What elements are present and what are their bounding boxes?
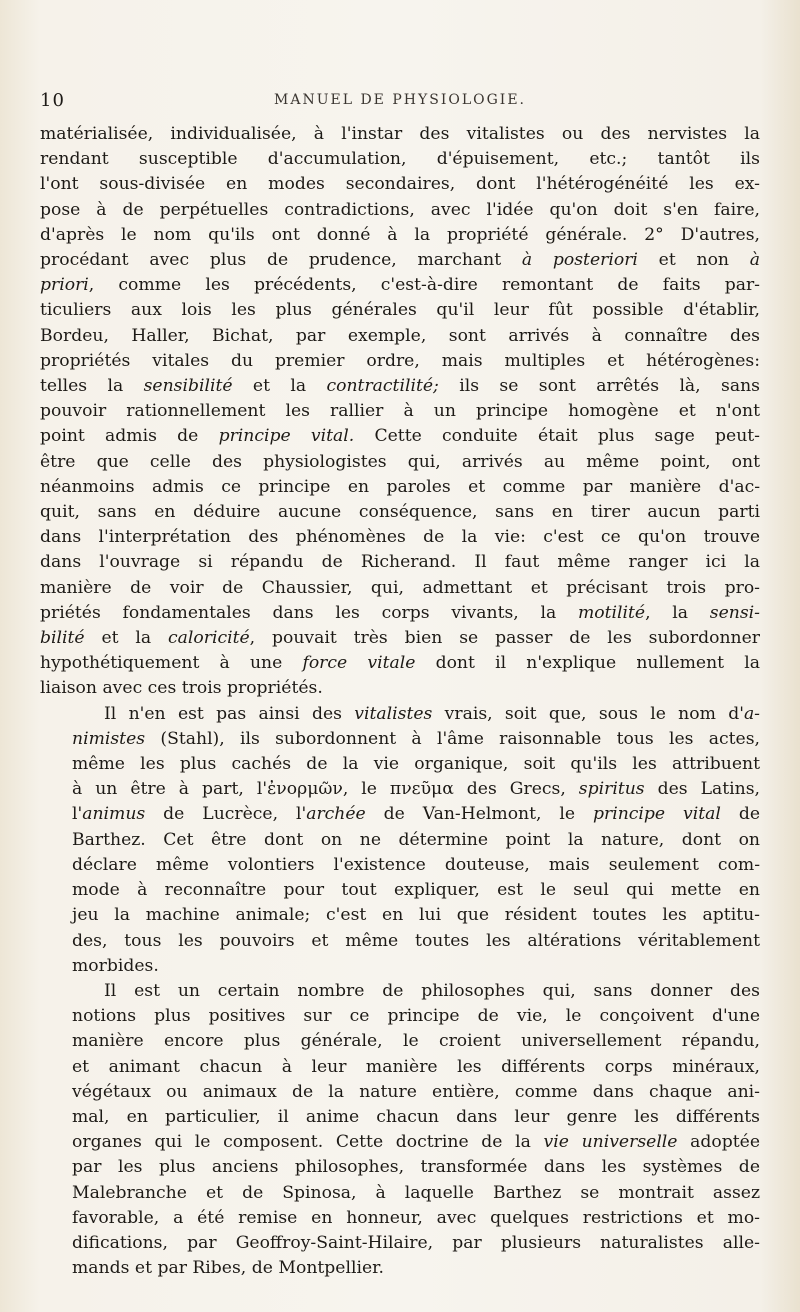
text-segment: par les plus anciens philosophes, transformée dans les systèmes de	[72, 1157, 760, 1178]
text-line	[40, 374, 760, 399]
text-line	[40, 828, 760, 853]
text-segment: à un être à part, l'ἐνορμῶν, le πνεῦμα des Grecs,	[72, 779, 579, 800]
page-header	[40, 90, 760, 114]
text-segment: vrais, soit que, sous le nom d'	[432, 703, 744, 724]
text-line	[40, 853, 760, 878]
text-segment: d'après le nom qu'ils ont donné à la propriété générale. 2° D'autres,	[40, 224, 760, 245]
text-segment: et non	[637, 250, 750, 271]
text-line	[40, 1231, 760, 1256]
text-segment: être que celle des physiologistes qui, arrivés au même point, ont	[40, 451, 760, 472]
text-segment: ils se sont arrêtés là, sans	[438, 376, 760, 397]
text-line	[40, 802, 760, 827]
text-line	[40, 903, 760, 928]
text-segment: pose à de perpétuelles contradictions, avec l'idée qu'on doit s'en faire,	[40, 199, 760, 220]
text-line	[40, 954, 760, 979]
text-segment: favorable, a été remise en honneur, avec quelques restrictions et mo-	[72, 1207, 760, 1228]
text-line	[40, 198, 760, 223]
text-segment: difications, par Geoffroy-Saint-Hilaire, par plusieurs naturalistes alle-	[72, 1232, 760, 1253]
text-segment: Il est un certain nombre de philosophes qui, sans donner des	[104, 980, 760, 1001]
text-segment: adoptée	[677, 1132, 760, 1153]
text-line	[40, 1181, 760, 1206]
italic-text: spiritus	[578, 779, 645, 800]
text-segment: Cette conduite était plus sage peut-	[354, 426, 760, 447]
text-line	[40, 576, 760, 601]
text-line	[40, 525, 760, 550]
text-line	[40, 752, 760, 777]
text-line	[40, 399, 760, 424]
text-segment: mal, en particulier, il anime chacun dans leur genre les différents	[72, 1106, 760, 1127]
text-line	[40, 601, 760, 626]
italic-text: priori	[40, 275, 89, 296]
text-line	[40, 324, 760, 349]
text-segment: manière de voir de Chaussier, qui, admettant et précisant trois pro-	[40, 577, 760, 598]
text-segment: morbides.	[72, 955, 159, 976]
text-segment: dans l'interprétation des phénomènes de la vie: c'est ce qu'on trouve	[40, 527, 760, 548]
text-segment: déclare même volontiers l'existence douteuse, mais seulement com-	[72, 854, 760, 875]
italic-text: archée	[306, 804, 366, 825]
italic-text: à	[749, 250, 760, 271]
page-number: 10	[40, 90, 65, 111]
text-line	[40, 676, 760, 701]
italic-text: force vitale	[302, 653, 416, 674]
italic-text: principe vital.	[218, 426, 355, 447]
text-segment: mands et par Ribes, de Montpellier.	[72, 1258, 384, 1279]
text-line	[40, 1055, 760, 1080]
text-segment: des, tous les pouvoirs et même toutes les altérations véritablement	[72, 930, 760, 951]
text-line	[40, 702, 760, 727]
text-segment: Barthez. Cet être dont on ne détermine point la nature, dont on	[72, 829, 760, 850]
text-segment: point admis de	[40, 426, 219, 447]
text-line	[40, 223, 760, 248]
text-segment: et animant chacun à leur manière les différents corps minéraux,	[72, 1056, 760, 1077]
text-line	[40, 1004, 760, 1029]
text-line	[40, 1155, 760, 1180]
text-line	[40, 1080, 760, 1105]
italic-text: contractilité;	[326, 376, 439, 397]
italic-text: vitalistes	[354, 703, 433, 724]
text-segment: telles la	[40, 376, 144, 397]
text-line	[40, 727, 760, 752]
text-line	[40, 1206, 760, 1231]
italic-text: vie universelle	[543, 1132, 678, 1153]
text-segment: végétaux ou animaux de la nature entière, comme dans chaque ani-	[72, 1081, 760, 1102]
text-segment: et la	[232, 376, 327, 397]
paragraph	[40, 702, 760, 979]
text-segment: manière encore plus générale, le croient universellement répandu,	[72, 1031, 760, 1052]
text-line	[40, 1029, 760, 1054]
text-segment: de Lucrèce, l'	[145, 804, 307, 825]
text-segment: procédant avec plus de prudence, marchant	[40, 250, 522, 271]
text-line	[40, 298, 760, 323]
text-line	[40, 878, 760, 903]
text-line	[40, 273, 760, 298]
text-segment: des Latins,	[644, 779, 760, 800]
text-segment: hypothétiquement à une	[40, 653, 303, 674]
text-segment: priétés fondamentales dans les corps vivants, la	[40, 602, 578, 623]
text-segment: propriétés vitales du premier ordre, mais multiples et hétérogènes:	[40, 350, 760, 371]
text-segment: organes qui le composent. Cette doctrine de la	[72, 1132, 544, 1153]
text-segment: l'ont sous-divisée en modes secondaires, dont l'hétérogénéité les ex-	[40, 174, 760, 195]
italic-text: à posteriori	[521, 250, 638, 271]
body-text	[40, 122, 760, 1281]
text-segment: Il n'en est pas ainsi des	[104, 703, 355, 724]
italic-text: caloricité	[168, 628, 250, 649]
text-line	[40, 424, 760, 449]
text-segment: quit, sans en déduire aucune conséquence, sans en tirer aucun parti	[40, 502, 760, 523]
text-line	[40, 1130, 760, 1155]
text-line	[40, 626, 760, 651]
text-segment: ticuliers aux lois les plus générales qu'il leur fût possible d'établir,	[40, 300, 760, 321]
text-line	[40, 475, 760, 500]
text-line	[40, 122, 760, 147]
text-segment: mode à reconnaître pour tout expliquer, est le seul qui mette en	[72, 880, 760, 901]
text-line	[40, 450, 760, 475]
text-segment: et la	[84, 628, 169, 649]
text-line	[40, 777, 760, 802]
italic-text: sensi-	[709, 602, 760, 623]
text-line	[40, 550, 760, 575]
text-line	[40, 651, 760, 676]
text-segment: de Van-Helmont, le	[365, 804, 594, 825]
text-segment: de	[720, 804, 760, 825]
italic-text: principe vital	[593, 804, 721, 825]
text-line	[40, 979, 760, 1004]
text-line	[40, 248, 760, 273]
text-segment: Malebranche et de Spinosa, à laquelle Barthez se montrait assez	[72, 1182, 760, 1203]
text-line	[40, 500, 760, 525]
text-segment: matérialisée, individualisée, à l'instar des vitalistes ou des nervistes la	[40, 124, 760, 144]
text-segment: jeu la machine animale; c'est en lui que résident toutes les aptitu-	[72, 905, 760, 926]
text-line	[40, 929, 760, 954]
text-segment: , comme les précédents, c'est-à-dire remontant de faits par-	[88, 275, 760, 296]
text-line	[40, 349, 760, 374]
text-segment: rendant susceptible d'accumulation, d'épuisement, etc.; tantôt ils	[40, 149, 760, 170]
text-segment: pouvoir rationnellement les rallier à un principe homogène et n'ont	[40, 401, 760, 422]
italic-text: a-	[743, 703, 760, 724]
italic-text: sensibilité	[143, 376, 233, 397]
text-segment: , la	[645, 602, 710, 623]
text-segment: , pouvait très bien se passer de les subordonner	[249, 628, 760, 649]
text-segment: (Stahl), ils subordonnent à l'âme raisonnable tous les actes,	[145, 728, 760, 749]
italic-text: animus	[82, 804, 146, 825]
text-line	[40, 1256, 760, 1281]
paragraph	[40, 979, 760, 1281]
text-line	[40, 147, 760, 172]
text-segment: Bordeu, Haller, Bichat, par exemple, sont arrivés à connaître des	[40, 325, 760, 346]
paragraph	[40, 122, 760, 702]
text-segment: liaison avec ces trois propriétés.	[40, 678, 323, 699]
italic-text: nimistes	[72, 728, 146, 749]
text-segment: néanmoins admis ce principe en paroles et comme par manière d'ac-	[40, 476, 760, 497]
text-segment: même les plus cachés de la vie organique, soit qu'ils les attribuent	[72, 754, 760, 775]
text-line	[40, 1105, 760, 1130]
text-line	[40, 172, 760, 197]
text-segment: notions plus positives sur ce principe de vie, le conçoivent d'une	[72, 1006, 760, 1027]
italic-text: motilité	[577, 602, 646, 623]
italic-text: bilité	[40, 628, 85, 649]
text-segment: dans l'ouvrage si répandu de Richerand. Il faut même ranger ici la	[40, 552, 760, 573]
text-segment: dont il n'explique nullement la	[415, 653, 760, 674]
text-segment: l'	[72, 804, 83, 825]
running-title: MANUEL DE PHYSIOLOGIE.	[274, 92, 526, 108]
